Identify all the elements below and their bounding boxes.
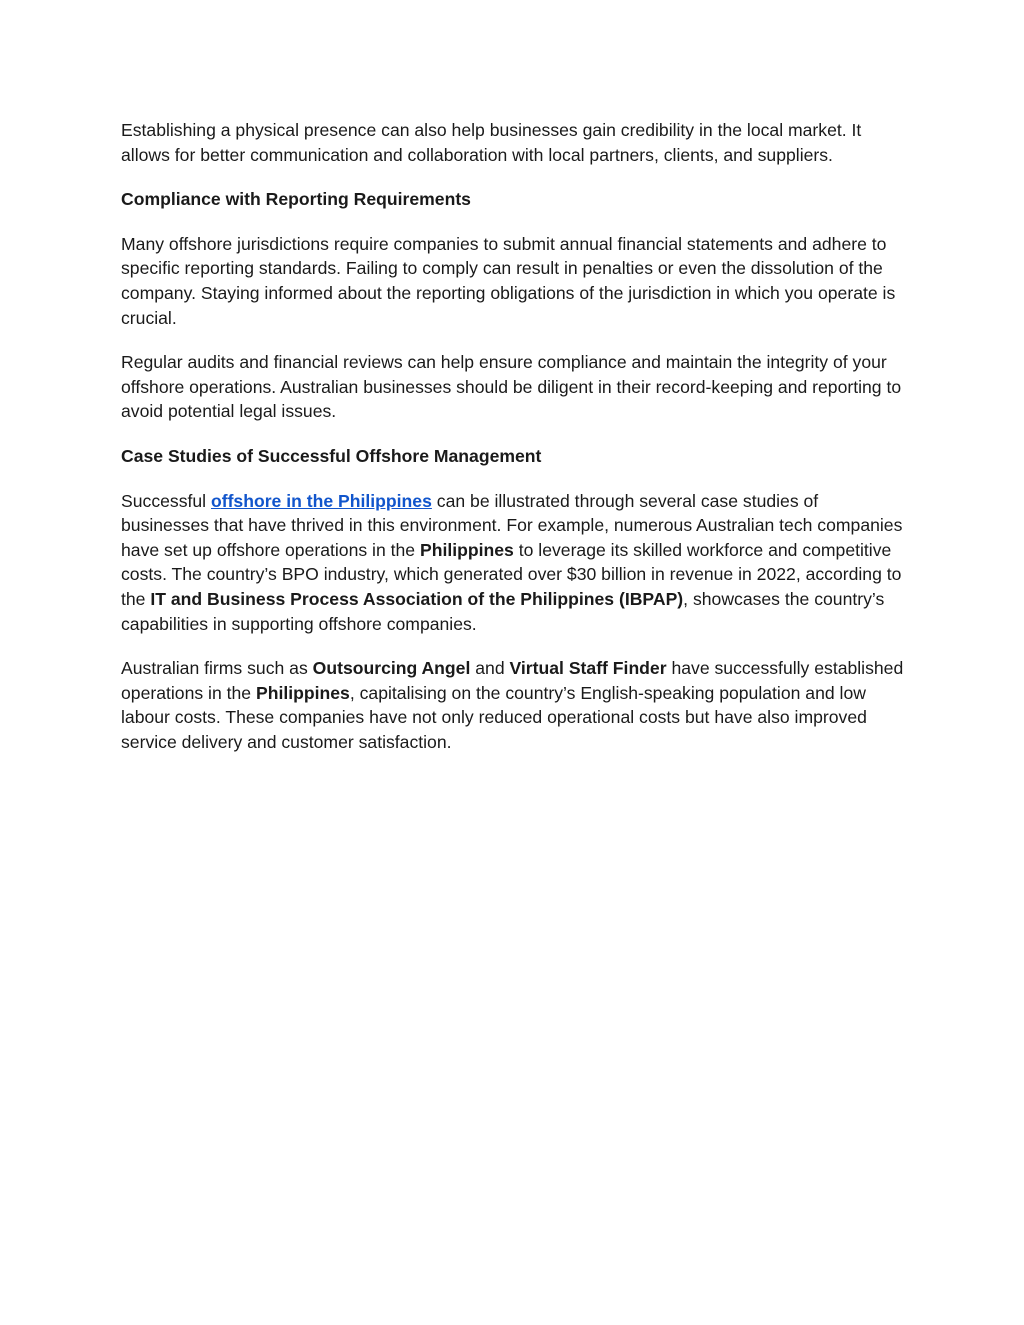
text-run: , capitalising on the country’s English-speaking population and low labour costs. These companies have not only reduced operational costs but have also improved service delivery and customer satisfaction. <box>121 682 867 752</box>
heading-case-studies: Case Studies of Successful Offshore Management <box>121 445 542 466</box>
bold-ibpap: IT and Business Process Association of the Philippines (IBPAP) <box>150 588 684 609</box>
bold-virtual-staff-finder: Virtual Staff Finder <box>509 658 667 679</box>
text-run: have successfully established operations in the <box>121 658 904 703</box>
text-run: Successful <box>121 490 211 511</box>
offshore-philippines-link[interactable]: offshore in the Philippines <box>210 490 432 511</box>
text-run: can be illustrated through several case studies of businesses that have thrived in this environment. For example, numerous Australian tech companies have set up offshore operations in the <box>121 490 903 560</box>
text-run: to leverage its skilled workforce and competitive costs. The country’s BPO industry, which generated over $30 billion in revenue in 2022, according to the <box>121 539 902 609</box>
text-run: Australian firms such as <box>121 658 313 679</box>
paragraph-physical-presence: Establishing a physical presence can also help businesses gain credibility in the local market. It allows for better communication and collaboration with local partners, clients, and suppliers. <box>121 120 862 165</box>
text-run: , showcases the country’s capabilities in supporting offshore companies. <box>121 588 885 634</box>
text-run: and <box>470 658 510 679</box>
bold-philippines: Philippines <box>255 682 350 703</box>
heading-compliance: Compliance with Reporting Requirements <box>121 189 471 210</box>
document-page <box>121 118 911 774</box>
paragraph-reporting-requirements: Many offshore jurisdictions require companies to submit annual financial statements and adhere to specific reporting standards. Failing to comply can result in penalties or even the dissolution of the company. Staying informed about the reporting obligations of the jurisdiction in which you operate is crucial. <box>121 233 896 328</box>
paragraph-australian-firms <box>121 656 911 754</box>
bold-outsourcing-angel: Outsourcing Angel <box>312 658 471 679</box>
bold-philippines: Philippines <box>419 539 514 560</box>
paragraph-audits: Regular audits and financial reviews can help ensure compliance and maintain the integrity of your offshore operations. Australian businesses should be diligent in their record-keeping and reporting to avoid potential legal issues. <box>121 352 902 422</box>
paragraph-case-study-philippines <box>121 489 911 637</box>
